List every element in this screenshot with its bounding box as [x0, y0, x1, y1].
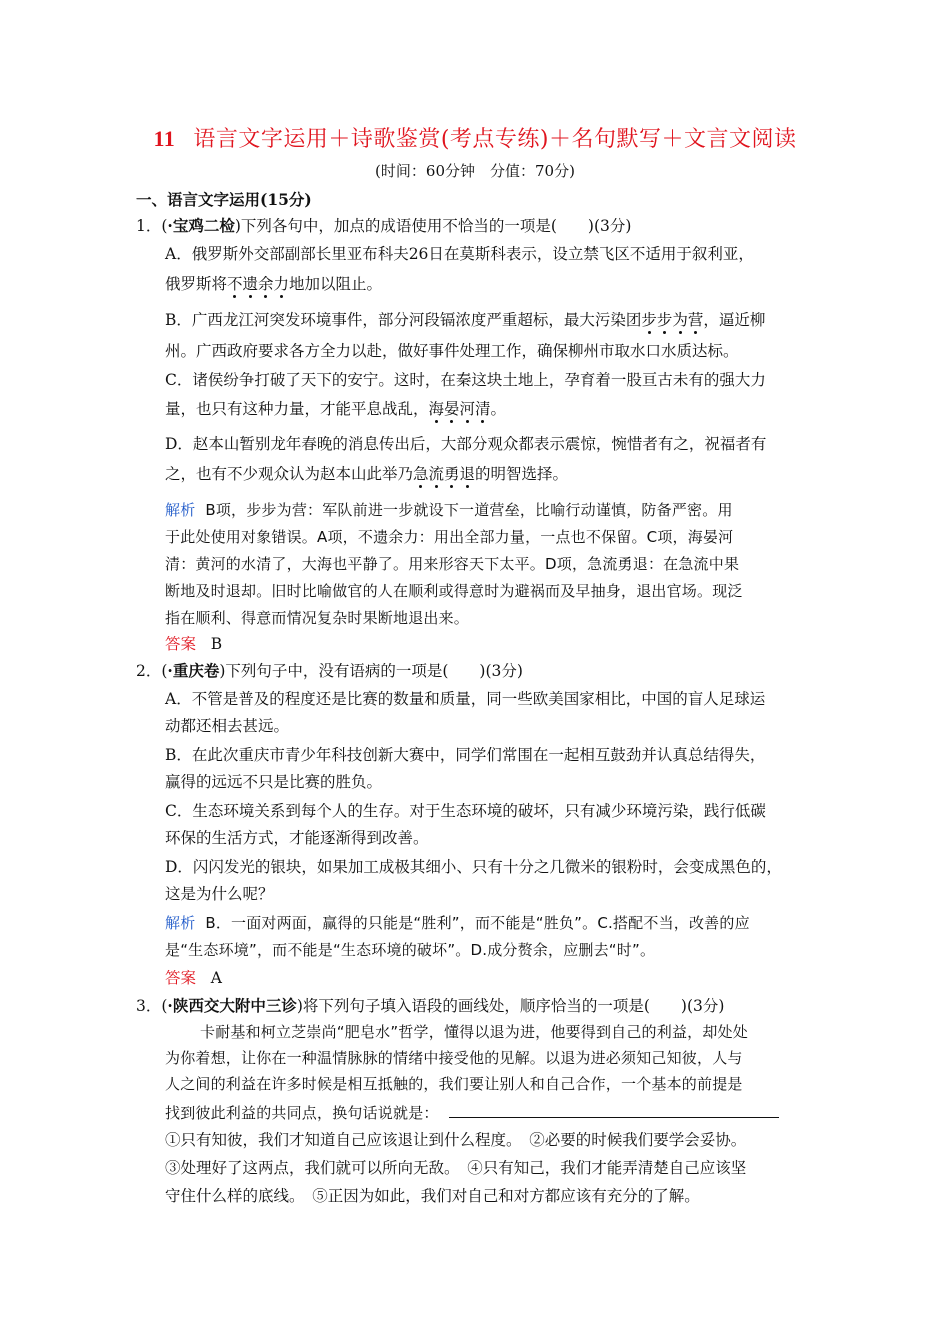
q1-d-text: 之，也有不少观众认为赵本山此举乃: [165, 465, 414, 483]
q2-stem: [136, 661, 523, 681]
q2-analysis-line2: 是“生态环境”，而不能是“生态环境的破坏”。D.成分赘余，应删去“时”。: [165, 941, 656, 959]
q1-option-d-line2: [165, 464, 568, 484]
emphasis-dots: [413, 485, 475, 491]
q1-analysis-line1: [165, 500, 733, 520]
q1-source: ·宝鸡二检: [167, 216, 235, 235]
q2-analysis-line1: [165, 913, 750, 933]
emphasis-dots: [429, 420, 491, 426]
answer-label: 答案: [165, 969, 197, 987]
q1-analysis-text: B项，步步为营：军队前进一步就设下一道营垒，比喻行动谨慎，防备严密。用: [205, 501, 733, 519]
q1-a-text: 俄罗斯将: [165, 275, 228, 293]
q1-d-text-end: 的明智选择。: [475, 465, 569, 483]
q1-a-dotted-idiom: [227, 275, 289, 293]
q3-stem: [136, 996, 724, 1016]
q1-option-a-line1: A．俄罗斯外交部副部长里亚布科夫26日在莫斯科表示，设立禁飞区不适用于叙利亚，: [165, 245, 754, 263]
q3-options-line1: ①只有知彼，我们才知道自己应该退让到什么程度。 ②必要的时候我们要学会妥协。: [165, 1131, 747, 1149]
q3-options-line2: ③处理好了这两点，我们就可以所向无敌。 ④只有知己，我们才能弄清楚自己应该坚: [165, 1159, 747, 1177]
q1-b-text: B．广西龙江河突发环境事件，部分河段镉浓度严重超标，最大污染团: [165, 311, 642, 329]
q1-d-dotted-idiom: [413, 465, 475, 483]
q3-passage-line3: 人之间的利益在许多时候是相互抵触的，我们要让别人和自己合作，一个基本的前提是: [165, 1075, 743, 1093]
q1-c-dotted-idiom: [429, 400, 491, 418]
q2-answer: [165, 968, 222, 988]
time-score-subtitle: (时间：60分钟 分值：70分): [375, 162, 575, 180]
q2-option-d-line1: D．闪闪发光的银块，如果加工成极其细小、只有十分之几微米的银粉时，会变成黑色的，: [165, 858, 782, 876]
q3-stem-text: )将下列句子填入语段的画线处，顺序恰当的一项是( )(3分): [296, 997, 725, 1015]
q3-passage-line2: 为你着想，让你在一种温情脉脉的情绪中接受他的见解。以退为进必须知己知彼，人与: [165, 1049, 743, 1067]
emphasis-dots: [641, 331, 703, 337]
q2-stem-text: )下列句子中，没有语病的一项是( )(3分): [219, 662, 523, 680]
fill-in-blank-line[interactable]: [449, 1101, 779, 1118]
q1-b-idiom: 步步为营: [641, 311, 704, 329]
answer-label: 答案: [165, 635, 197, 653]
q1-option-c-line2: [165, 399, 506, 419]
q1-analysis-line4: 断地及时退却。旧时比喻做官的人在顺利或得意时为避祸而及早抽身，退出官场。现泛: [165, 582, 743, 600]
q1-d-idiom: 急流勇退: [413, 465, 476, 483]
q1-option-d-line1: D．赵本山暂别龙年春晚的消息传出后，大部分观众都表示震惊，惋惜者有之，祝福者有: [165, 435, 767, 453]
q1-stem: [136, 216, 631, 236]
q1-option-a-line2: [165, 274, 382, 294]
q1-analysis-line5: 指在顺利、得意而情况复杂时果断地退出来。: [165, 609, 470, 627]
emphasis-dots: [227, 295, 289, 301]
q2-option-b-line1: B．在此次重庆市青少年科技创新大赛中，同学们常围在一起相互鼓劲并认真总结得失，: [165, 746, 766, 764]
page-title: [0, 122, 950, 153]
q3-passage-line1: 卡耐基和柯立芝崇尚“肥皂水”哲学，懂得以退为进，他要得到自己的利益，却处处: [200, 1023, 748, 1041]
q3-options-line3: 守住什么样的底线。 ⑤正因为如此，我们对自己和对方都应该有充分的了解。: [165, 1187, 700, 1205]
q2-option-c-line2: 环保的生活方式，才能逐渐得到改善。: [165, 829, 429, 847]
q3-passage-line4: [165, 1101, 779, 1123]
q1-answer-value: B: [210, 635, 223, 653]
title-number: 11: [153, 126, 176, 151]
q2-source: ·重庆卷: [167, 661, 220, 680]
q3-number: 3．(: [136, 997, 168, 1015]
analysis-label: 解析: [165, 501, 196, 519]
q1-c-text-end: 。: [490, 400, 507, 418]
q1-option-c-line1: C．诸侯纷争打破了天下的安宁。这时，在秦这块土地上，孕育着一股亘古未有的强大力: [165, 371, 766, 389]
q3-source: ·陕西交大附中三诊: [167, 996, 297, 1015]
analysis-label: 解析: [165, 914, 196, 932]
q2-analysis-text: B．一面对两面，赢得的只能是“胜利”，而不能是“胜负”。C.搭配不当，改善的应: [205, 914, 750, 932]
q1-analysis-line3: 清：黄河的水清了，大海也平静了。用来形容天下太平。D项，急流勇退：在急流中果: [165, 555, 740, 573]
q1-stem-text: )下列各句中，加点的成语使用不恰当的一项是( )(3分): [234, 217, 632, 235]
q2-option-c-line1: C．生态环境关系到每个人的生存。对于生态环境的破坏，只有减少环境污染，践行低碳: [165, 802, 766, 820]
q1-b-text-end: ，逼近柳: [703, 311, 766, 329]
q1-option-b-line1: [165, 310, 765, 330]
q2-answer-value: A: [210, 969, 222, 987]
section-heading: 一、语言文字运用(15分): [136, 190, 312, 209]
q1-b-dotted-idiom: [641, 311, 703, 329]
q1-c-idiom: 海晏河清: [428, 400, 491, 418]
q1-a-text-end: 地加以阻止。: [289, 275, 383, 293]
q2-option-b-line2: 赢得的远远不只是比赛的胜负。: [165, 773, 383, 791]
q2-option-a-line2: 动都还相去甚远。: [165, 717, 290, 735]
q2-option-d-line2: 这是为什么呢？: [165, 885, 274, 903]
q3-passage-text: 找到彼此利益的共同点，换句话说就是：: [165, 1104, 439, 1122]
q1-number: 1．(: [136, 217, 168, 235]
q2-number: 2．(: [136, 662, 168, 680]
q1-c-text: 量，也只有这种力量，才能平息战乱，: [165, 400, 429, 418]
q1-option-b-line2: 州。广西政府要求各方全力以赴，做好事件处理工作，确保柳州市取水口水质达标。: [165, 342, 739, 360]
q1-analysis-line2: 于此处使用对象错误。A项，不遗余力：用出全部力量，一点也不保留。C项，海晏河: [165, 528, 734, 546]
q1-answer: [165, 634, 222, 654]
q2-option-a-line1: A．不管是普及的程度还是比赛的数量和质量，同一些欧美国家相比，中国的盲人足球运: [165, 690, 766, 708]
title-text: 语言文字运用＋诗歌鉴赏(考点专练)＋名句默写＋文言文阅读: [193, 127, 797, 152]
q1-a-idiom: 不遗余力: [227, 275, 290, 293]
